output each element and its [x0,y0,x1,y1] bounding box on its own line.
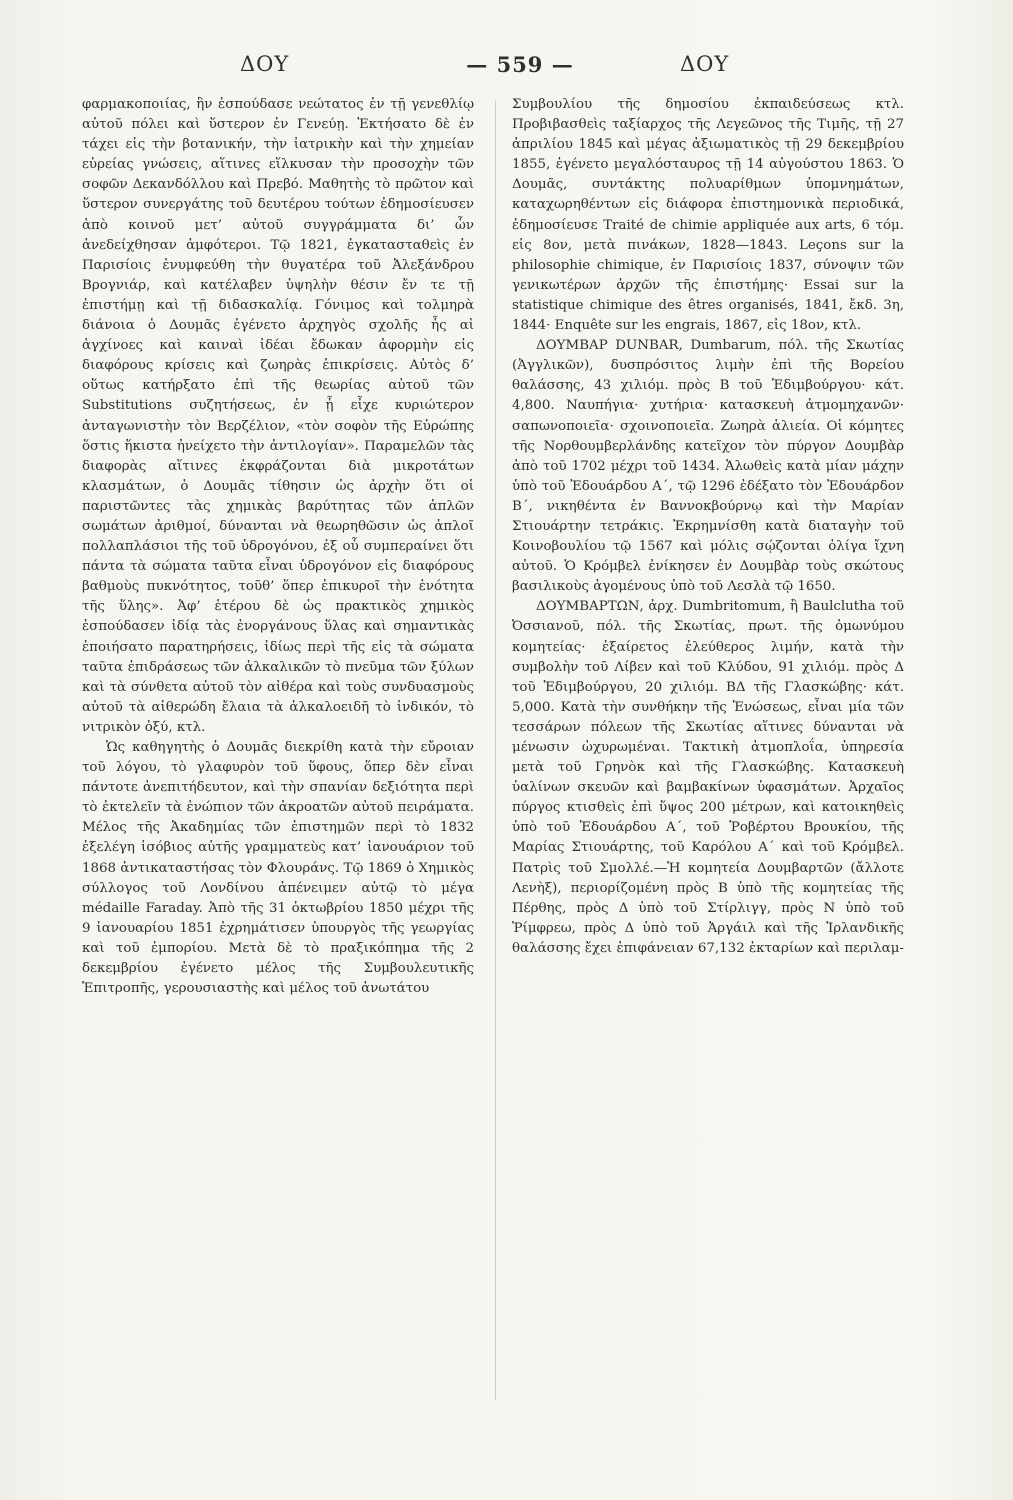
entry-dumbarton: ΔΟΥΜΒΑΡΤΩΝ, ἀρχ. Dumbritomum, ἢ Baulclutha τοῦ Ὀσσιανοῦ, πόλ. τῆς Σκωτίας, πρωτ. τῆς ὁμωνύμου κομητείας· ἐξαίρετος ἐλεύθερος λιμήν, κατὰ τὴν συμβολὴν τοῦ Λίβεν καὶ τοῦ Κλύδου, 91 χιλιόμ. πρὸς Δ τοῦ Ἐδιμβούργου, 20 χιλιόμ. ΒΔ τῆς Γλασκώβης· κάτ. 5,000. Κατὰ τὴν συνθήκην τῆς Ἑνώσεως, εἶναι μία τῶν τεσσάρων πόλεων τῆς Σκωτίας αἵτινες δύνανται νὰ μένωσιν ὠχυρωμέναι. Τακτικὴ ἀτμοπλοΐα, ὑπηρεσία μετὰ τοῦ Γρηνὸκ καὶ τῆς Γλασκώβης. Κατασκευὴ ὑαλίνων σκευῶν καὶ βαμβακίνων ὑφασμάτων. Ἀρχαῖος πύργος κτισθεὶς ἐπὶ ὕψος 200 μέτρων, καὶ κατοικηθεὶς ὑπὸ τοῦ Ἐδουάρδου Α΄, τοῦ Ῥοβέρτου Βρουκίου, τῆς Μαρίας Στιουάρτης, τοῦ Καρόλου Α΄ καὶ τοῦ Κρόμβελ. Πατρὶς τοῦ Σμολλέ.—Ἡ κομητεία Δουμβαρτῶν (ἄλλοτε Λενὴξ), περιορίζομένη πρὸς Β ὑπὸ τῆς κομητείας τῆς Πέρθης, πρὸς Δ ὑπὸ τοῦ Στίρλιγγ, πρὸς Ν ὑπὸ τοῦ Ῥίμφρεω, πρὸς Δ ὑπὸ τοῦ Ἀργάιλ καὶ τῆς Ἰρλανδικῆς θαλάσσης ἔχει ἐπιφάνειαν 67,132 ἑκταρίων καὶ περιλαμ- [512,599,904,956]
right-column [512,95,904,959]
page-header [80,52,960,92]
running-head-right: ΔΟΥ [680,52,730,76]
page-number: — 559 — [466,52,574,77]
entry-dumbar: ΔΟΥΜΒΑΡ DUNBAR, Dumbarum, πόλ. τῆς Σκωτίας (Ἀγγλικῶν), δυσπρόσιτος λιμὴν ἐπὶ τῆς Βορείου θαλάσσης, 43 χιλιόμ. πρὸς Β τοῦ Ἐδιμβούργου· κάτ. 4,800. Ναυπήγια· χυτήρια· κατασκευὴ ἀτμομηχανῶν· σαπωνοποιεῖα· σχοινοποιεῖα. Ζωηρὰ ἁλιεία. Οἱ κόμητες τῆς Νορθουμβερλάνδης κατεῖχον τὸν πύργον Δουμβὰρ ἀπὸ τοῦ 1702 μέχρι τοῦ 1434. Ἁλωθεὶς κατὰ μίαν μάχην ὑπὸ τοῦ Ἐδουάρδου Α΄, τῷ 1296 ἐδέξατο τὸν Ἐδουάρδον Β΄, νικηθέντα ἐν Βαννοκβούρνῳ καὶ τὴν Μαρίαν Στιουάρτην τετράκις. Ἐκρημνίσθη κατὰ διαταγὴν τοῦ Κοινοβουλίου τῷ 1567 καὶ μόλις σῴζονται ὀλίγα ἴχνη αὐτοῦ. Ὁ Κρόμβελ ἐνίκησεν ἐν Δουμβὰρ τοὺς σκώτους βασιλικοὺς ἀγομένους ὑπὸ τοῦ Λεσλὰ τῷ 1650. [512,338,904,595]
column-divider [495,100,496,1400]
paragraph: φαρμακοποιίας, ἣν ἐσπούδασε νεώτατος ἐν τῇ γενεθλίῳ αὐτοῦ πόλει καὶ ὕστερον ἐν Γενεύῃ. Ἐκτήσατο δὲ ἐν τάχει εἰς τὴν βοτανικήν, τὴν ἰατρικὴν καὶ τὴν χημείαν εὐρείας γνώσεις, αἵτινες εἵλκυσαν τὴν προσοχὴν τῶν σοφῶν Δεκανδόλλου καὶ Πρεβό. Μαθητὴς τὸ πρῶτον καὶ ὕστερον συνεργάτης τοῦ δευτέρου τούτων ἐδημοσίευσεν ἀπὸ κοινοῦ μετ’ αὐτοῦ συγγράμματα δι’ ὧν ἀνεδείχθησαν ἀμφότεροι. Τῷ 1821, ἐγκατασταθεὶς ἐν Παρισίοις ἐνυμφεύθη τὴν θυγατέρα τοῦ Ἀλεξάνδρου Βρογνιάρ, καὶ κατέλαβεν ὑψηλὴν θέσιν ἔν τε τῇ ἐπιστήμῃ καὶ τῇ διδασκαλίᾳ. Γόνιμος καὶ τολμηρὰ διάνοια ὁ Δουμᾶς ἐγένετο ἀρχηγὸς σχολῆς ἧς αἱ ἀγχίνοες καὶ καιναὶ ἰδέαι ἔδωκαν ἀφορμὴν εἰς διαφόρους κρίσεις καὶ ζωηρὰς ἐπικρίσεις. Αὐτὸς δ’ οὕτως κατήρξατο ἐπὶ τῆς θεωρίας αὐτοῦ τῶν Substitutions συζητήσεως, ἐν ᾗ εἶχε κυριώτερον ἀνταγωνιστὴν τὸν Βερζέλιον, «τὸν σοφὸν τῆς Εὐρώπης ὅστις ἥκιστα ἠνείχετο τὴν ἀντιλογίαν». Παραμελῶν τὰς διαφορὰς αἵτινες ἐκφράζονται διὰ μικροτάτων κλασμάτων, ὁ Δουμᾶς τίθησιν ὡς ἀρχὴν ὅτι οἱ παριστῶντες τὰς χημικὰς βαρύτητας τῶν ἁπλῶν σωμάτων ἀριθμοί, δύνανται νὰ θεωρηθῶσιν ὡς ἁπλοῖ πολλαπλάσιοι τῆς τοῦ ὑδρογόνου, ἐξ οὗ συμπεραίνει ὅτι πάντα τὰ σώματα ταῦτα εἶναι ὑδρογόνον εἰς διαφόρους βαθμοὺς πυκνότητος, τοῦθ’ ὅπερ ἐπικυροῖ τὴν ἑνότητα τῆς ὕλης». Ἀφ’ ἑτέρου δὲ ὡς πρακτικὸς χημικὸς ἐσπούδασεν ἰδίᾳ τὰς ἐνοργάνους ὕλας καὶ σημαντικὰς ἐποιήσατο παρατηρήσεις, ἰδίως περὶ τῆς εἰς τὰ σώματα ταῦτα ἐπιδράσεως τῶν ἀλκαλικῶν τὸ πνεῦμα τῶν ξύλων καὶ τὰ σύνθετα αὐτοῦ τὸν αἰθέρα καὶ τοὺς συνδυασμοὺς αὐτοῦ τὰ αἰθερώδη ἔλαια τὰ ἀλκαλοειδῆ τὸ ἰνδικόν, τὸ νιτρικὸν ὀξύ, κτλ. [82,97,474,735]
paragraph: Συμβουλίου τῆς δημοσίου ἐκπαιδεύσεως κτλ. Προβιβασθεὶς ταξίαρχος τῆς Λεγεῶνος τῆς Τιμῆς, τῇ 27 ἀπριλίου 1845 καὶ μέγας ἀξιωματικὸς τῇ 29 δεκεμβρίου 1855, ἐγένετο μεγαλόσταυρος τῇ 14 αὐγούστου 1863. Ὁ Δουμᾶς, συντάκτης πολυαρίθμων ὑπομνημάτων, καταχωρηθέντων εἰς διάφορα ἐπιστημονικὰ περιοδικά, ἐδημοσίευσε Traité de chimie appliquée aux arts, 6 τόμ. εἰς 8ον, μετὰ πινάκων, 1828—1843. Leçons sur la philosophie chimique, ἐν Παρισίοις 1837, σύνοψιν τῶν γενικωτέρων ἀρχῶν τῆς ἐπιστήμης· Essai sur la statistique chimique des êtres organisés, 1841, ἔκδ. 3η, 1844· Enquête sur les engrais, 1867, εἰς 18ον, κτλ. [512,97,904,334]
paragraph: Ὡς καθηγητὴς ὁ Δουμᾶς διεκρίθη κατὰ τὴν εὔροιαν τοῦ λόγου, τὸ γλαφυρὸν τοῦ ὕφους, ὅπερ δὲν εἶναι πάντοτε ἀνεπιτήδευτον, καὶ τὴν σπανίαν δεξιότητα περὶ τὸ ἐκτελεῖν τὰ ἐνώπιον τῶν ἀκροατῶν αὐτοῦ πειράματα. Μέλος τῆς Ἀκαδημίας τῶν ἐπιστημῶν περὶ τὸ 1832 ἐξελέγη ἰσόβιος αὐτῆς γραμματεὺς κατ’ ἰανουάριον τοῦ 1868 ἀντικαταστήσας τὸν Φλουράνς. Τῷ 1869 ὁ Χημικὸς σύλλογος τοῦ Λονδίνου ἀπένειμεν αὐτῷ τὸ μέγα médaille Faraday. Ἀπὸ τῆς 31 ὀκτωβρίου 1850 μέχρι τῆς 9 ἰανουαρίου 1851 ἐχρημάτισεν ὑπουργὸς τῆς γεωργίας καὶ τοῦ ἐμπορίου. Μετὰ δὲ τὸ πραξικόπημα τῆς 2 δεκεμβρίου ἐγένετο μέλος τῆς Συμβουλευτικῆς Ἐπιτροπῆς, γερουσιαστὴς καὶ μέλος τοῦ ἀνωτάτου [82,740,474,997]
left-column [82,95,474,999]
running-head-left: ΔΟΥ [240,52,290,76]
